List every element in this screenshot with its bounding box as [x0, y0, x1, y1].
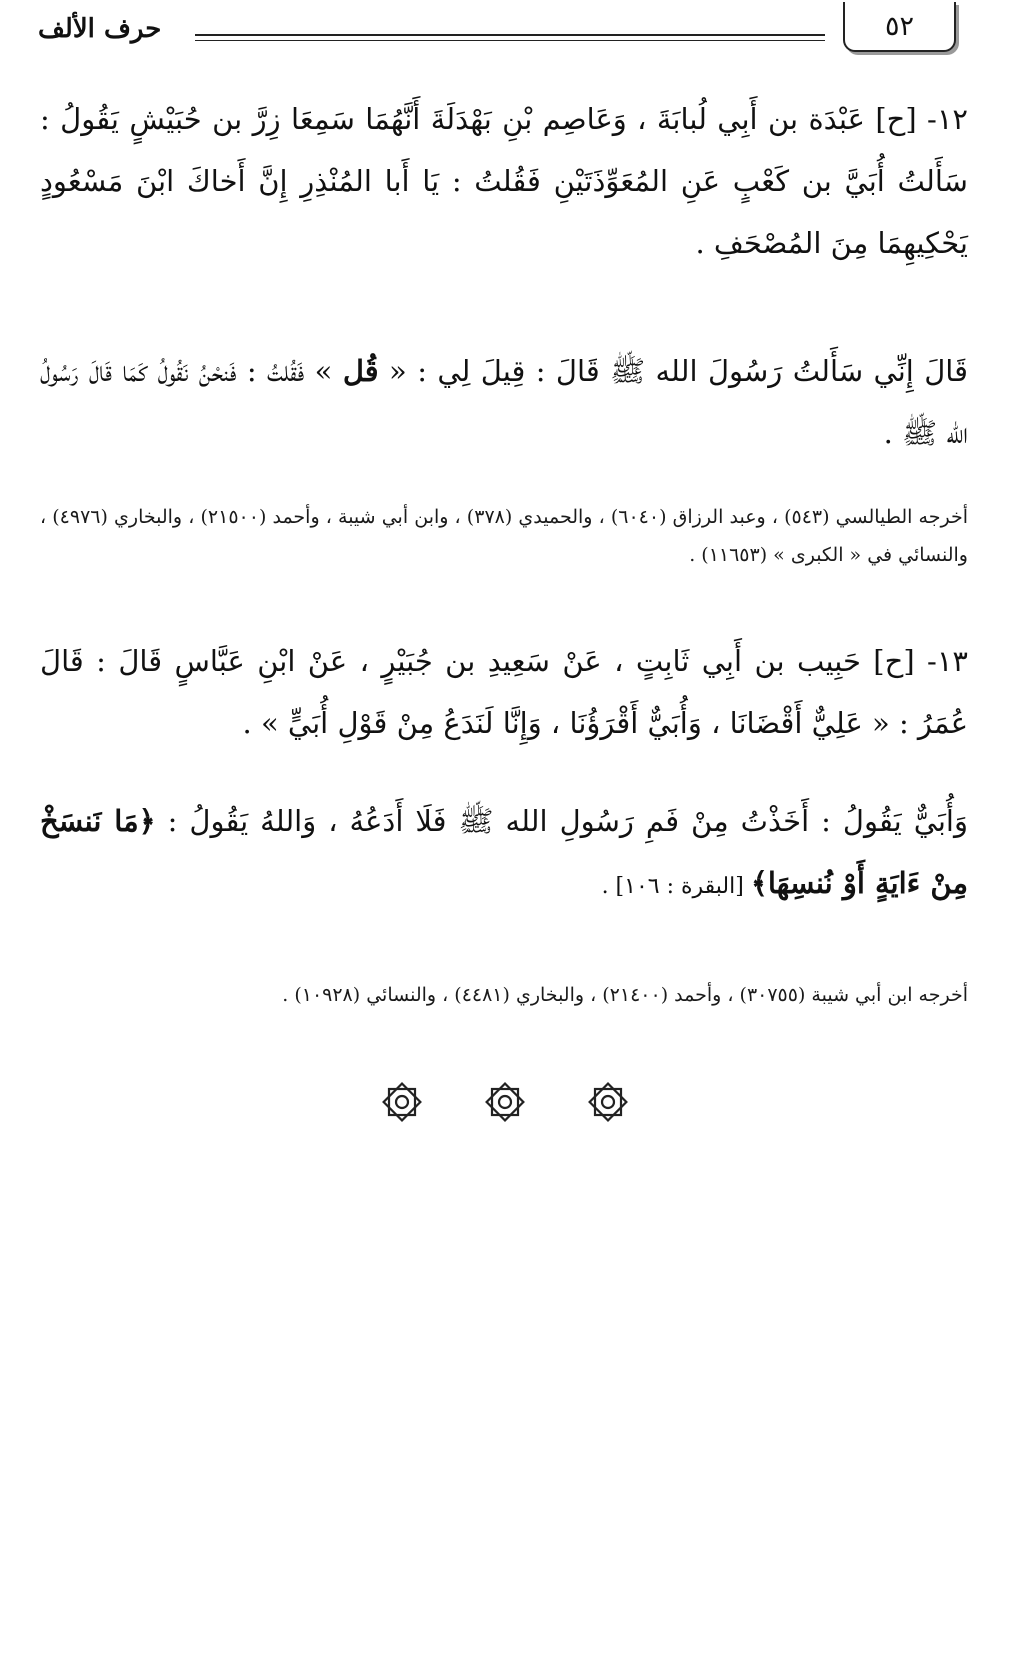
hadith-13-takhrij: أخرجه ابن أبي شيبة (٣٠٧٥٥) ، وأحمد (٢١٤٠٠) ، والبخاري (٤٤٨١) ، والنسائي (١٠٩٢٨) .: [282, 984, 968, 1006]
quran-verse: ﴿مَا نَنسَخْ مِنْ ءَايَةٍ أَوْ نُنسِهَا﴾: [40, 804, 968, 900]
header-rule: [195, 34, 825, 36]
hadith-13-continuation: [40, 790, 968, 918]
hadith-12-quote-word: قُل: [342, 354, 379, 388]
page-number-tab: [843, 2, 956, 52]
page-header: [0, 0, 1010, 62]
ornament-star-icon: [380, 1080, 424, 1124]
ornament-star-icon: [483, 1080, 527, 1124]
hadith-13-body: ١٣- [ح] حَبِيب بن أَبِي ثَابِتٍ ، عَنْ سَعِيدِ بن جُبَيْرٍ ، عَنْ ابْنِ عَبَّاسٍ قَالَ : قَالَ عُمَرُ : « عَلِيٌّ أَقْضَانَا ، وَأُبَيٌّ أَقْرَؤُنَا ، وَإِنَّا لَنَدَعُ مِنْ قَوْلِ أُبَيٍّ » .: [40, 644, 968, 740]
section-ornaments: [380, 1078, 630, 1126]
hadith-12-continuation: [40, 340, 968, 464]
hadith-12-text: [40, 88, 968, 274]
hadith-12-cont-part1: قَالَ إِنِّي سَأَلتُ رَسُولَ الله ﷺ قَالَ : قِيلَ لِي : «: [378, 354, 969, 388]
hadith-12-body: ١٢- [ح] عَبْدَة بن أَبِي لُبابَةَ ، وَعَاصِم بْنِ بَهْدَلَةَ أَنَّهُمَا سَمِعَا زِرَّ بن حُبَيْشٍ يَقُولُ : سَأَلتُ أُبَيَّ بن كَعْبٍ عَنِ المُعَوِّذَتَيْنِ فَقُلتُ : يَا أَبا المُنْذِرِ إِنَّ أَخاكَ ابْنَ مَسْعُودٍ يَحْكِيهِمَا مِنَ المُصْحَفِ .: [40, 102, 968, 260]
hadith-13-cont-part1: وَأُبَيٌّ يَقُولُ : أَخَذْتُ مِنْ فَمِ رَسُولِ الله ﷺ فَلَا أَدَعُهُ ، وَاللهُ يَقُولُ :: [155, 804, 968, 838]
chapter-title: حرف الألف: [38, 14, 162, 44]
hadith-12-takhrij: أخرجه الطيالسي (٥٤٣) ، وعبد الرزاق (٦٠٤٠) ، والحميدي (٣٧٨) ، وابن أبي شيبة ، وأحمد (٢١٥٠٠) ، والبخاري (٤٩٧٦) ، والنسائي في « الكبرى » (١١٦٥٣) .: [40, 506, 968, 566]
page-number: ٥٢: [885, 10, 915, 42]
verse-reference: [البقرة : ١٠٦] .: [601, 874, 751, 899]
hadith-12-cont-part2: » فَقُلتُ : فَنحْنُ نَقُولُ كَمَا قَالَ رَسُولُ الله ﷺ .: [40, 354, 968, 450]
hadith-13-text: [40, 630, 968, 754]
ornament-star-icon: [586, 1080, 630, 1124]
